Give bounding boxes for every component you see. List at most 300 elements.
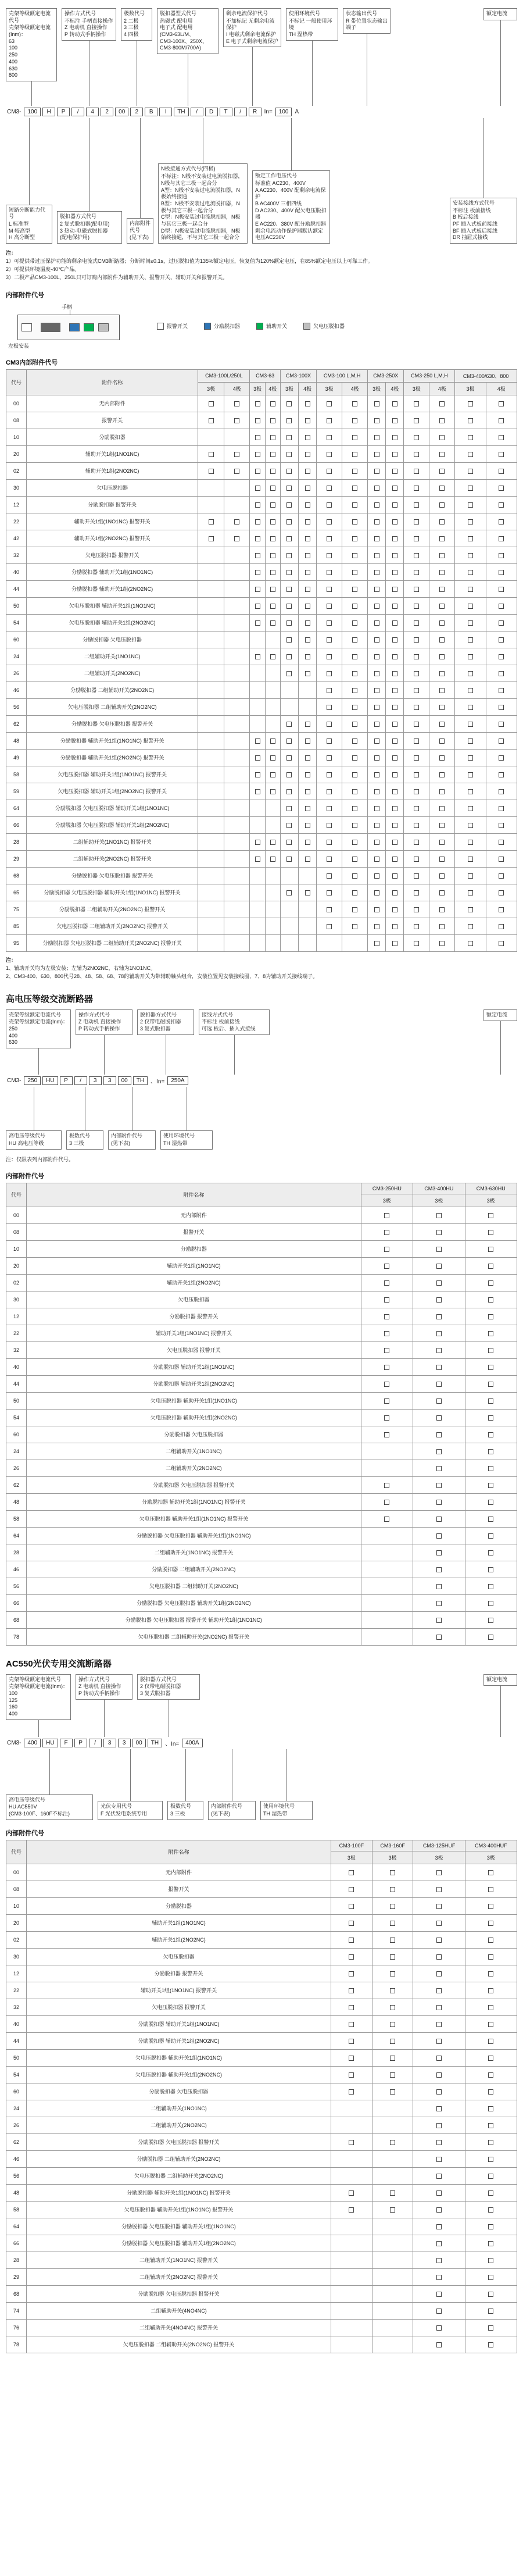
- availability-cell: [429, 867, 455, 884]
- availability-mark: [286, 401, 292, 406]
- availability-cell: [429, 698, 455, 715]
- availability-cell: [413, 1527, 465, 1544]
- availability-mark: [414, 890, 419, 895]
- accessory-code: 95: [6, 934, 27, 951]
- accessory-code: 64: [6, 1527, 27, 1544]
- table-row: [6, 884, 517, 901]
- ordering-box-line: CM3-800M/700A): [160, 45, 202, 51]
- availability-cell: [342, 547, 368, 563]
- accessory-code: 26: [6, 665, 27, 682]
- availability-mark: [374, 519, 379, 525]
- availability-cell: [429, 479, 455, 496]
- availability-mark: [392, 840, 397, 845]
- availability-cell: [342, 648, 368, 665]
- ordering-box-line: TH 湿热带: [263, 1810, 288, 1817]
- model-code-segment: 00: [118, 1076, 131, 1085]
- table-row: [6, 1982, 517, 1999]
- accessory-code: 44: [6, 2032, 27, 2049]
- availability-cell: [486, 445, 517, 462]
- ordering-top-row: [6, 8, 517, 106]
- availability-cell: [250, 530, 265, 547]
- availability-cell: [299, 496, 317, 513]
- ordering-box-line: 250: [9, 52, 18, 58]
- availability-cell: [413, 2268, 465, 2285]
- table-row: [6, 2184, 517, 2201]
- availability-cell: [265, 867, 280, 884]
- availability-mark: [392, 907, 397, 912]
- availability-cell: [404, 715, 429, 732]
- accessory-name: 欠电压脱扣器 辅助开关1组(1NO1NC) 报警开关: [27, 2201, 331, 2218]
- availability-cell: [342, 429, 368, 445]
- availability-cell: [486, 901, 517, 918]
- ordering-annotation-box: [66, 1130, 103, 1149]
- availability-mark: [414, 401, 419, 406]
- availability-cell: [331, 2201, 372, 2218]
- availability-cell: [372, 2133, 413, 2150]
- availability-mark: [286, 637, 292, 643]
- availability-mark: [488, 1618, 493, 1623]
- availability-cell: [386, 850, 404, 867]
- table-row: [6, 479, 517, 496]
- ordering-box-title: 安装接线方式代号: [453, 199, 495, 206]
- availability-mark: [374, 907, 379, 912]
- availability-cell: [198, 934, 224, 951]
- availability-cell: [386, 715, 404, 732]
- availability-cell: [265, 749, 280, 766]
- leader-line: [291, 118, 292, 170]
- availability-cell: [465, 1291, 517, 1308]
- table-row: [6, 513, 517, 530]
- availability-mark: [436, 1904, 442, 1909]
- availability-cell: [413, 1325, 465, 1341]
- availability-cell: [455, 597, 486, 614]
- availability-cell: [361, 1274, 413, 1291]
- accessory-code: 64: [6, 2218, 27, 2235]
- ordering-box-line: (见下表): [211, 1810, 230, 1817]
- availability-cell: [250, 816, 265, 833]
- availability-cell: [465, 1274, 517, 1291]
- accessory-name: 报警开关: [27, 1223, 361, 1240]
- availability-cell: [265, 816, 280, 833]
- table-row: [6, 918, 517, 934]
- availability-mark: [392, 738, 397, 744]
- availability-cell: [486, 665, 517, 682]
- availability-cell: [413, 1409, 465, 1426]
- availability-cell: [342, 749, 368, 766]
- ordering-box-line: 400: [9, 58, 18, 65]
- ordering-box-line: 3 复式脱扣器: [140, 1025, 171, 1032]
- availability-mark: [436, 2292, 442, 2297]
- availability-cell: [455, 783, 486, 800]
- availability-mark: [436, 1382, 442, 1387]
- availability-cell: [372, 1982, 413, 1999]
- availability-cell: [331, 1881, 372, 1897]
- availability-mark: [255, 435, 260, 440]
- accessory-name: 分励脱扣器 欠电压脱扣器 辅助开关1组(1NO1NC) 报警开关: [27, 884, 198, 901]
- availability-cell: [342, 580, 368, 597]
- availability-mark: [436, 1483, 442, 1488]
- ordering-box-line: 400: [9, 1711, 18, 1717]
- pole-subheader: 3极: [280, 382, 298, 395]
- name-column-header: 附件名称: [27, 1840, 331, 1864]
- internal-accessory-heading: 内部附件代号: [6, 291, 44, 299]
- availability-mark: [352, 671, 357, 676]
- availability-mark: [468, 671, 473, 676]
- availability-mark: [327, 671, 332, 676]
- availability-cell: [299, 934, 317, 951]
- availability-cell: [455, 665, 486, 682]
- accessory-code: 56: [6, 698, 27, 715]
- availability-cell: [368, 496, 386, 513]
- availability-cell: [465, 1460, 517, 1476]
- availability-cell: [250, 580, 265, 597]
- availability-cell: [455, 884, 486, 901]
- availability-cell: [413, 2049, 465, 2066]
- table-row: [6, 1325, 517, 1341]
- availability-mark: [374, 452, 379, 457]
- availability-mark: [255, 401, 260, 406]
- availability-mark: [270, 755, 275, 761]
- availability-cell: [429, 766, 455, 783]
- availability-cell: [331, 1948, 372, 1965]
- ordering-bottom-row: [6, 118, 517, 244]
- availability-mark: [352, 435, 357, 440]
- availability-mark: [468, 604, 473, 609]
- table-row: [6, 1628, 517, 1645]
- availability-cell: [486, 648, 517, 665]
- table-row: [6, 715, 517, 732]
- availability-cell: [299, 816, 317, 833]
- availability-mark: [234, 469, 239, 474]
- availability-cell: [198, 698, 224, 715]
- availability-cell: [224, 648, 250, 665]
- availability-mark: [414, 637, 419, 643]
- leader-line: [31, 81, 32, 106]
- availability-cell: [465, 1409, 517, 1426]
- accessory-code: 30: [6, 1291, 27, 1308]
- table-row: [6, 2268, 517, 2285]
- availability-cell: [486, 884, 517, 901]
- availability-cell: [372, 2117, 413, 2133]
- leader-line: [38, 1720, 39, 1737]
- pole-subheader: 3极: [413, 1194, 465, 1207]
- availability-cell: [280, 934, 298, 951]
- leader-line: [500, 1686, 501, 1736]
- availability-cell: [299, 530, 317, 547]
- availability-mark: [374, 738, 379, 744]
- availability-cell: [465, 2285, 517, 2302]
- availability-cell: [455, 766, 486, 783]
- availability-cell: [429, 412, 455, 429]
- model-code-segment: TH: [174, 108, 188, 116]
- availability-cell: [465, 2302, 517, 2319]
- availability-cell: [224, 429, 250, 445]
- ordering-box-line: 剩余电流动作保护器默认额定电压AC230V: [255, 227, 324, 241]
- availability-cell: [465, 1931, 517, 1948]
- table-row: [6, 614, 517, 631]
- availability-mark: [488, 1449, 493, 1454]
- ordering-box-line: 电子式 配电用: [160, 24, 193, 31]
- availability-mark: [374, 671, 379, 676]
- ordering-annotation-box: [76, 1674, 132, 1700]
- availability-mark: [488, 2292, 493, 2297]
- availability-mark: [305, 654, 310, 659]
- availability-cell: [361, 1561, 413, 1578]
- availability-cell: [372, 2285, 413, 2302]
- availability-cell: [404, 580, 429, 597]
- ordering-box-line: D AC230、400V 配欠电压脱扣器: [255, 207, 327, 220]
- accessory-name: 二组辅助开关(1NO1NC) 报警开关: [27, 1544, 361, 1561]
- accessory-name: 二组辅助开关(4NO4NC): [27, 2302, 331, 2319]
- accessory-name: 分励脱扣器 欠电压脱扣器: [27, 631, 198, 648]
- availability-cell: [465, 2268, 517, 2285]
- availability-cell: [224, 395, 250, 412]
- pv-table-heading: 内部附件代号: [6, 1829, 44, 1837]
- availability-mark: [352, 924, 357, 929]
- availability-mark: [436, 2056, 442, 2061]
- table1-heading: CM3内部附件代号: [6, 359, 58, 366]
- availability-mark: [414, 688, 419, 693]
- table-row: [6, 1426, 517, 1443]
- note-label: 注：: [6, 250, 17, 256]
- model-code-segment: 3: [118, 1739, 131, 1747]
- availability-mark: [352, 587, 357, 592]
- availability-cell: [465, 1578, 517, 1594]
- ordering-section-main: [6, 8, 517, 244]
- availability-mark: [305, 637, 310, 643]
- availability-mark: [436, 1635, 442, 1640]
- model-code-segment: P: [74, 1739, 87, 1747]
- availability-mark: [436, 1297, 442, 1303]
- availability-cell: [368, 682, 386, 698]
- availability-cell: [372, 1931, 413, 1948]
- availability-cell: [265, 766, 280, 783]
- availability-cell: [465, 2184, 517, 2201]
- ordering-box-wrap: [223, 8, 281, 106]
- availability-cell: [317, 682, 342, 698]
- availability-cell: [429, 530, 455, 547]
- availability-mark: [488, 2140, 493, 2145]
- availability-mark: [439, 873, 445, 879]
- availability-cell: [465, 2218, 517, 2235]
- availability-mark: [499, 536, 504, 541]
- availability-cell: [429, 614, 455, 631]
- availability-cell: [368, 530, 386, 547]
- availability-mark: [374, 637, 379, 643]
- availability-cell: [265, 614, 280, 631]
- accessory-name: 二组辅助开关(2NO2NC) 报警开关: [27, 850, 198, 867]
- availability-mark: [488, 1415, 493, 1421]
- availability-cell: [342, 462, 368, 479]
- availability-cell: [455, 918, 486, 934]
- availability-cell: [386, 530, 404, 547]
- table-row: [6, 1897, 517, 1914]
- availability-cell: [368, 884, 386, 901]
- ordering-box-title: 极数代号: [124, 10, 145, 16]
- availability-cell: [368, 766, 386, 783]
- availability-cell: [465, 2336, 517, 2353]
- pole-subheader: 3极: [250, 382, 265, 395]
- availability-mark: [439, 840, 445, 845]
- availability-cell: [413, 1965, 465, 1982]
- table-row: [6, 698, 517, 715]
- availability-mark: [305, 806, 310, 811]
- availability-mark: [436, 1567, 442, 1572]
- model-code-segment: P: [60, 1076, 73, 1085]
- availability-mark: [390, 2207, 395, 2213]
- availability-cell: [331, 1965, 372, 1982]
- table-row: [6, 631, 517, 648]
- availability-mark: [436, 1264, 442, 1269]
- availability-cell: [413, 1240, 465, 1257]
- availability-mark: [305, 452, 310, 457]
- table-row: [6, 1493, 517, 1510]
- legend-swatch: [157, 323, 164, 330]
- breaker-sketch: [6, 303, 134, 349]
- availability-cell: [465, 1897, 517, 1914]
- availability-mark: [384, 1247, 389, 1252]
- availability-mark: [255, 755, 260, 761]
- availability-mark: [488, 2174, 493, 2179]
- availability-cell: [486, 715, 517, 732]
- availability-cell: [198, 833, 224, 850]
- availability-mark: [327, 519, 332, 525]
- accessory-code: 12: [6, 1308, 27, 1325]
- availability-mark: [414, 924, 419, 929]
- model-code-segment: /: [191, 108, 203, 116]
- availability-mark: [414, 502, 419, 508]
- availability-cell: [413, 1207, 465, 1223]
- availability-mark: [286, 671, 292, 676]
- availability-mark: [352, 486, 357, 491]
- availability-mark: [374, 570, 379, 575]
- availability-mark: [352, 401, 357, 406]
- availability-cell: [317, 816, 342, 833]
- availability-mark: [488, 1398, 493, 1404]
- ordering-box-title: 使用环境代号: [289, 10, 321, 16]
- availability-cell: [265, 833, 280, 850]
- availability-cell: [372, 2049, 413, 2066]
- availability-mark: [414, 772, 419, 777]
- availability-mark: [327, 553, 332, 558]
- availability-cell: [413, 1982, 465, 1999]
- availability-cell: [465, 2235, 517, 2252]
- ordering-box-line: (见下表): [111, 1140, 130, 1146]
- availability-cell: [404, 547, 429, 563]
- availability-cell: [224, 867, 250, 884]
- accessory-name: 辅助开关1组(2NO2NC): [27, 462, 198, 479]
- availability-cell: [342, 614, 368, 631]
- availability-mark: [305, 486, 310, 491]
- availability-mark: [414, 418, 419, 423]
- availability-mark: [468, 890, 473, 895]
- availability-mark: [352, 873, 357, 879]
- availability-mark: [499, 789, 504, 794]
- availability-mark: [327, 857, 332, 862]
- pole-subheader: 4极: [342, 382, 368, 395]
- accessory-name: 辅助开关1组(1NO1NC): [27, 1257, 361, 1274]
- legend-label: 分励脱扣器: [214, 323, 241, 330]
- availability-mark: [390, 2089, 395, 2095]
- availability-mark: [488, 1264, 493, 1269]
- availability-cell: [465, 1257, 517, 1274]
- ordering-annotation-box: [199, 1009, 270, 1035]
- availability-mark: [488, 1382, 493, 1387]
- availability-mark: [392, 587, 397, 592]
- availability-cell: [331, 2336, 372, 2353]
- accessory-code: 48: [6, 1493, 27, 1510]
- availability-mark: [488, 2241, 493, 2246]
- availability-cell: [280, 698, 298, 715]
- leader-line: [483, 118, 484, 198]
- availability-cell: [198, 597, 224, 614]
- availability-cell: [265, 850, 280, 867]
- accessory-name: 分励脱扣器 欠电压脱扣器 二组辅助开关(2NO2NC) 报警开关: [27, 934, 198, 951]
- ordering-diagram-pv: [6, 1674, 517, 1820]
- ordering-top-row: [6, 1009, 517, 1075]
- availability-mark: [414, 469, 419, 474]
- availability-cell: [386, 462, 404, 479]
- table-row: [6, 2049, 517, 2066]
- availability-cell: [486, 682, 517, 698]
- availability-cell: [342, 412, 368, 429]
- table-row: [6, 580, 517, 597]
- ordering-box-title: 额定电流: [486, 1676, 508, 1682]
- availability-cell: [342, 901, 368, 918]
- availability-mark: [374, 604, 379, 609]
- availability-mark: [270, 536, 275, 541]
- ordering-box-line: P 转动式手柄操作: [78, 1690, 120, 1696]
- availability-mark: [234, 519, 239, 525]
- availability-mark: [352, 722, 357, 727]
- availability-cell: [486, 698, 517, 715]
- availability-cell: [404, 496, 429, 513]
- availability-mark: [436, 1331, 442, 1336]
- ordering-box-title: 额定电流: [486, 1011, 508, 1018]
- availability-cell: [250, 614, 265, 631]
- availability-mark: [488, 1331, 493, 1336]
- accessory-name: 分励脱扣器 辅助开关1组(1NO1NC): [27, 2015, 331, 2032]
- availability-cell: [250, 648, 265, 665]
- legend-label: 报警开关: [167, 323, 188, 330]
- availability-mark: [327, 418, 332, 423]
- ordering-box-line: D型：N极安装过电流脱扣器，N极始终接通，不与其它三极一起合分: [161, 227, 241, 241]
- availability-mark: [305, 890, 310, 895]
- availability-mark: [390, 2056, 395, 2061]
- ordering-box-wrap: [76, 1009, 132, 1075]
- accessory-code: 50: [6, 597, 27, 614]
- table-row: [6, 395, 517, 412]
- product-column-header: CM3-250 L,M,H: [404, 369, 455, 382]
- availability-mark: [327, 637, 332, 643]
- availability-cell: [280, 918, 298, 934]
- availability-mark: [392, 435, 397, 440]
- availability-cell: [386, 884, 404, 901]
- availability-mark: [286, 620, 292, 626]
- accessory-name: 无内部附件: [27, 1207, 361, 1223]
- availability-cell: [386, 665, 404, 682]
- availability-cell: [413, 1628, 465, 1645]
- notes-block-1: [6, 249, 517, 282]
- availability-cell: [224, 547, 250, 563]
- code-column-header: 代号: [6, 1183, 27, 1207]
- availability-cell: [455, 833, 486, 850]
- availability-cell: [299, 867, 317, 884]
- leader-line: [500, 1021, 501, 1074]
- availability-mark: [305, 418, 310, 423]
- availability-cell: [486, 816, 517, 833]
- availability-cell: [224, 749, 250, 766]
